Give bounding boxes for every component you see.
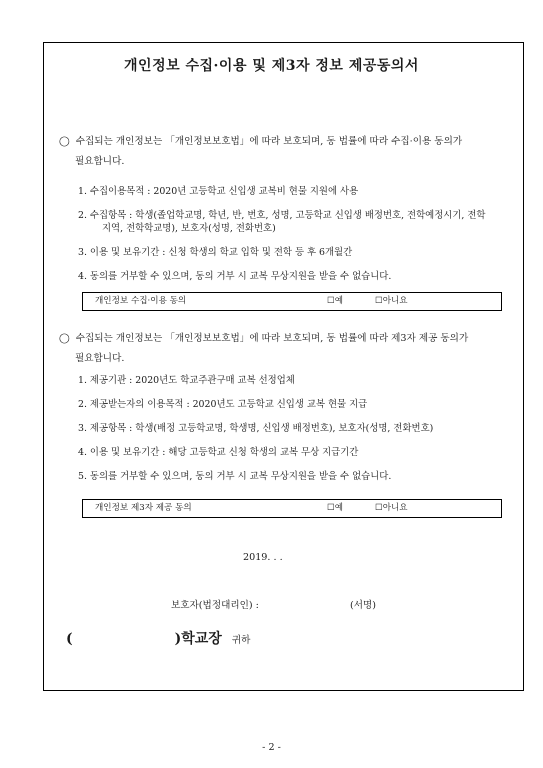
section2-intro-line2: 필요합니다.	[75, 353, 125, 364]
list-item: 3. 이용 및 보유기간 : 신청 학생의 학교 입학 및 전학 등 후 6개월간	[78, 247, 353, 258]
page-number: - 2 -	[262, 742, 281, 753]
section2-items	[78, 374, 508, 494]
principal-title: )학교장	[174, 631, 222, 647]
section1-items	[78, 185, 508, 294]
bullet-circle-icon: ◯	[59, 333, 70, 344]
open-paren: (	[66, 631, 73, 647]
list-item: 5. 동의를 거부할 수 있으며, 동의 거부 시 교복 무상지원을 받을 수 없습니다.	[78, 471, 392, 482]
section1-intro-line1: 수집되는 개인정보는 「개인정보보호법」에 따라 보호되며, 동 법률에 따라 수집·이용 동의가	[75, 136, 463, 147]
section1-intro-line2: 필요합니다.	[75, 156, 125, 167]
list-item: 4. 이용 및 보유기간 : 해당 고등학교 신청 학생의 교복 무상 지급기간	[78, 447, 359, 458]
addressee-suffix: 귀하	[231, 635, 251, 646]
list-item: 1. 제공기관 : 2020년도 학교주관구매 교복 선정업체	[78, 375, 295, 386]
guardian-label: 보호자(법정대리인) :	[171, 600, 259, 611]
section2-intro-line1: 수집되는 개인정보는 「개인정보보호법」에 따라 보호되며, 동 법률에 따라 제3자 제공 동의가	[75, 333, 469, 344]
consent-yes-checkbox[interactable]: ☐예	[327, 503, 344, 513]
list-item: 3. 제공항목 : 학생(배정 고등학교명, 학생명, 신입생 배정번호), 보호자(성명, 전화번호)	[78, 423, 434, 434]
signature-label: (서명)	[350, 600, 377, 611]
section1-intro	[59, 132, 509, 172]
document-title: 개인정보 수집·이용 및 제3자 정보 제공동의서	[124, 58, 419, 74]
section2-intro	[59, 329, 509, 369]
consent-label: 개인정보 수집·이용 동의	[95, 296, 187, 306]
list-item: 2. 제공받는자의 이용목적 : 2020년도 고등학교 신입생 교복 현물 지급	[78, 399, 368, 410]
consent-no-checkbox[interactable]: ☐아니요	[375, 296, 408, 306]
consent-label: 개인정보 제3자 제공 동의	[95, 503, 192, 513]
consent-yes-checkbox[interactable]: ☐예	[327, 296, 344, 306]
list-item: 2. 수집항목 : 학생(졸업학교명, 학년, 반, 번호, 성명, 고등학교 신입생 배정번호, 전학예정시기, 전학 지역, 전학학교명), 보호자(성명, 전화번호)	[78, 210, 486, 234]
bullet-circle-icon: ◯	[59, 136, 70, 147]
date-field[interactable]: 2019. . .	[243, 552, 283, 563]
section1-consent-row	[82, 292, 502, 311]
consent-no-checkbox[interactable]: ☐아니요	[375, 503, 408, 513]
list-item: 1. 수집이용목적 : 2020년 고등학교 신입생 교복비 현물 지원에 사용	[78, 186, 359, 197]
section2-consent-row	[82, 499, 502, 518]
principal-addressee	[66, 628, 250, 648]
list-item: 4. 동의를 거부할 수 있으며, 동의 거부 시 교복 무상지원을 받을 수 없습니다.	[78, 271, 392, 282]
